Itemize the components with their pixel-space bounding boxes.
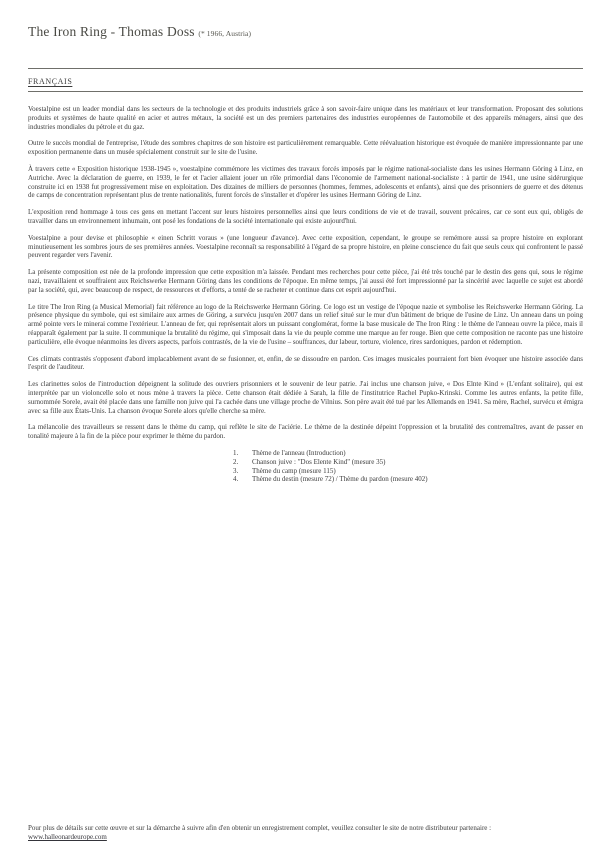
document-title [28, 24, 583, 40]
section-header-francais: FRANÇAIS [28, 76, 73, 86]
theme-list-item-3 [233, 467, 583, 476]
document-footer [28, 824, 583, 842]
paragraph-9: Les clarinettes solos de l'introduction dépeignent la solitude des ouvriers prisonniers et le souvenir de leur patrie. J'ai inclus une chanson juive, « Dos Elnte Kind » (L'enfant solitaire), qui est interprétée par un violoncelle solo et nous mène à travers la pièce. Cette chanson était dédiée à Sarah, la fille de l'institutrice Rachel Pupko-Krinski. Comme les autres enfants, la petite fille, surnommée Sorele, avait été placée dans une famille non juive qui l'a cachée dans une village proche de Vilnius. Son père avait été tué par les Allemands en 1941. Sa mère, Rachel, survécu et émigra avec sa fille aux États-Unis. La chanson évoque Sorele alors qu'elle cherche sa mère. [28, 380, 583, 415]
item-number: 3. [233, 466, 239, 475]
item-text: Thème de l'anneau (Introduction) [252, 448, 346, 457]
paragraph-2: Outre le succès mondial de l'entreprise, l'étude des sombres chapitres de son histoire est particulièrement remarquable. Cette réévaluation historique est évoquée de manière impressionnante par une exposition permanente dans un musée spécialement construit sur le site de l'usine. [28, 139, 583, 157]
paragraph-8: Ces climats contrastés s'opposent d'abord implacablement avant de se fusionner, et, enfin, de se dissoudre en pardon. Ces images musicales pourraient fort bien évoquer une histoire associée dans l'esprit de l'auditeur. [28, 354, 583, 372]
item-text: Thème du camp (mesure 115) [252, 466, 336, 475]
item-text: Chanson juive : "Dos Elente Kind" (mesure 35) [252, 457, 386, 466]
document-body [28, 105, 583, 484]
paragraph-10: La mélancolie des travailleurs se ressent dans le thème du camp, qui reflète le site de l'aciérie. Le thème de la destinée dépeint l'oppression et la brutalité des contremaîtres, avant de passer en tonalité majeure à la fin de la pièce pour exprimer le thème du pardon. [28, 423, 583, 441]
paragraph-7: Le titre The Iron Ring (a Musical Memorial) fait référence au logo de la Reichswerke Hermann Göring. Ce logo est un vestige de l'époque nazie et symbolise les Reichswerke Hermann Göring. La présence physique du symbole, qui est similaire aux armes de Göring, a survécu jusqu'en 2007 dans un relief situé sur le mur d'un bâtiment de brique de l'usine de Linz. Un anneau dans un poing armé pointe vers le minerai comme l'extérieur. L'anneau de fer, qui représentait alors un puissant conglomérat, forme la base musicale de The Iron Ring : le thème de l'anneau ouvre la pièce, mais il réapparaît également par la suite. Il communique la brutalité du régime, qui s'imposait dans la vie du peuple comme une marque au fer rouge. Bien que cette composition ne raconte pas une histoire particulière, elle évoque néanmoins les divers aspects, parfois contrastés, de la vie de l'usine – souffrances, dur labeur, torture, violence, rires sardoniques, pardon et rédemption. [28, 302, 583, 346]
theme-list-item-2 [233, 458, 583, 467]
theme-list [28, 449, 583, 484]
paragraph-1: Voestalpine est un leader mondial dans les secteurs de la technologie et des produits industriels grâce à son savoir-faire unique dans les matériaux et leur transformation. Proposant des solutions produits et systèmes de haute qualité en acier et autres métaux, la société est un des premiers partenaires des industries européennes de l'automobile et des appareils ménagers, ainsi que des industries mondiales du pétrole et du gaz. [28, 105, 583, 131]
item-number: 4. [233, 475, 239, 484]
paragraph-3: À travers cette « Exposition historique 1938-1945 », voestalpine commémore les victimes des travaux forcés imposés par le régime national-socialiste dans les usines Hermann Göring à Linz, en Autriche. Avec la déclaration de guerre, en 1939, le fer et l'acier allaient jouer un rôle primordial dans l'économie de l'armement national-socialiste : à partir de 1941, une usine sidérurgique construite ici en 1938 fut progressivement mise en exploitation. Des dizaines de milliers de personnes (hommes, femmes, adolescents et enfants), ainsi que des prisonniers de guerre et des détenus de camps de concentration représentant plus de trente nationalités, furent forcés de s'installer et d'opérer les usines Hermann Göring de Linz. [28, 164, 583, 200]
footer-note: Pour plus de détails sur cette œuvre et sur la démarche à suivre afin d'en obtenir un enregistrement complet, veuillez consulter le site de notre distributeur partenaire : [28, 824, 492, 832]
item-number: 2. [233, 457, 239, 466]
theme-list-item-4 [233, 475, 583, 484]
paragraph-4: L'exposition rend hommage à tous ces gens en mettant l'accent sur leurs histoires personnelles ainsi que leurs conditions de vie et de travail, souvent précaires, car ce sont eux qui, obligés de travailler dans un environnement inhumain, ont posé les fondations de la société internationale qui existe aujourd'hui. [28, 208, 583, 225]
theme-list-item-1 [233, 449, 583, 458]
distributor-link[interactable]: www.halleonardeurope.com [28, 833, 107, 841]
item-number: 1. [233, 448, 239, 457]
section-header-block [28, 68, 583, 92]
item-text: Thème du destin (mesure 72) / Thème du pardon (mesure 402) [252, 475, 428, 484]
title-text: The Iron Ring - Thomas Doss [28, 24, 195, 39]
title-suffix: (* 1966, Austria) [198, 29, 252, 38]
paragraph-5: Voestalpine a pour devise et philosophie « einen Schritt voraus » (une longueur d'avance). Avec cette exposition, cependant, le groupe se remémore aussi sa propre histoire en explorant minutieusement les sombres jours de ses premières années. Voestalpine reconnaît sa responsabilité à l'égard de sa propre histoire, en pleine conscience du fait que seuls ceux qui confrontent le passé peuvent regarder vers l'avenir. [28, 233, 583, 260]
paragraph-6: La présente composition est née de la profonde impression que cette exposition m'a laissée. Pendant mes recherches pour cette pièce, j'ai été très touché par le destin des gens qui, sous le régime nazi, travaillaient et souffraient aux Reichswerke Hermann Göring dans les conditions de l'époque. En même temps, j'ai aussi été fort impressionné par la sincérité avec laquelle ce sujet est abordé par la société, qui, avec beaucoup de respect, de ressources et d'efforts, a tenté de se racheter et continue dans cet esprit aujourd'hui. [28, 268, 583, 294]
